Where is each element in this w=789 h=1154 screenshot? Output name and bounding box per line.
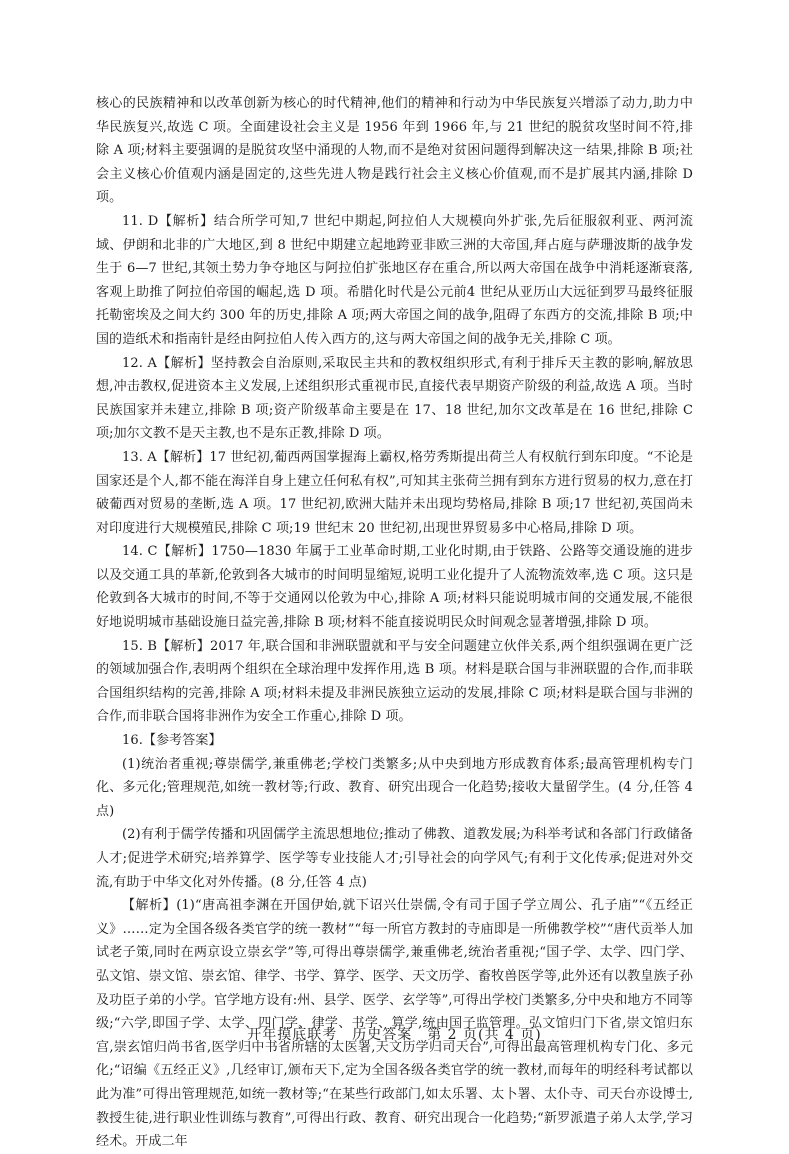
paragraph-q16-answer-2: (2)有利于儒学传播和巩固儒学主流思想地位;推动了佛教、道教发展;为科举考试和各部门行政储备人才;促进学术研究;培养算学、医学等专业技能人才;引导社会的向学风气;有利于文化传承;促进对外交流,有助于中华文化对外传播。(8 分,任答 4 点) xyxy=(96,827,693,890)
paragraph-q13: 13. A【解析】17 世纪初,葡西两国掌握海上霸权,格劳秀斯提出荷兰人有权航行到东印度。“不论是国家还是个人,都不能在海洋自身上建立任何私有权”,可知其主张荷兰拥有到东方进行贸易的权力,意在打破葡西对贸易的垄断,选 A 项。17 世纪初,欧洲大陆并未出现均势格局,排除 B 项;17 世纪初,英国尚未对印度进行大规模殖民,排除 C 项;19 世纪末 20 世纪初,出现世界贸易多中心格局,排除 D 项。 xyxy=(96,449,693,536)
paragraph-q11: 11. D【解析】结合所学可知,7 世纪中期起,阿拉伯人大规模向外扩张,先后征服叙利亚、两河流域、伊朗和北非的广大地区,到 8 世纪中期建立起地跨亚非欧三洲的大帝国,拜占庭与萨珊波斯的战争发生于 6—7 世纪,其领土势力争夺地区与阿拉伯扩张地区存在重合,所以两大帝国在战争中消耗逐渐衰落,客观上助推了阿拉伯帝国的崛起,选 D 项。希腊化时代是公元前4 世纪从亚历山大远征到罗马最终征服托勒密埃及之间大约 300 年的历史,排除 A 项;两大帝国之间的战争,阻碍了东西方的交流,排除 B 项;中国的造纸术和指南针是经由阿拉伯人传入西方的,这与两大帝国之间的战争无关,排除 C 项。 xyxy=(96,213,693,347)
paragraph-10-continued: 核心的民族精神和以改革创新为核心的时代精神,他们的精神和行动为中华民族复兴增添了动力,助力中华民族复兴,故选 C 项。全面建设社会主义是 1956 年到 1966 年,与 21 世纪的脱贫攻坚时间不符,排除 A 项;材料主要强调的是脱贫攻坚中涌现的人物,而不是绝对贫困问题得到解决这一结果,排除 B 项;社会主义核心价值观内涵是固定的,这些先进人物是践行社会主义核心价值观,而不是扩展其内涵,排除 D 项。 xyxy=(96,96,693,206)
answer-content xyxy=(96,92,693,1154)
paragraph-q16-heading: 16.【参考答案】 xyxy=(122,733,222,749)
paragraph-q12: 12. A【解析】坚持教会自治原则,采取民主共和的教权组织形式,有利于排斥天主教的影响,解放思想,冲击教权,促进资本主义发展,上述组织形式重视市民,直接代表早期资产阶级的利益,故选 A 项。当时民族国家并未建立,排除 B 项;资产阶级革命主要是在 17、18 世纪,加尔文改革是在 16 世纪,排除 C 项;加尔文教不是天主教,也不是东正教,排除 D 项。 xyxy=(96,355,693,442)
page-footer: 开年摸底联考 历史答案 第 2 页(共 4 页) xyxy=(247,1027,542,1043)
paragraph-q14: 14. C【解析】1750—1830 年属于工业革命时期,工业化时期,由于铁路、公路等交通设施的进步以及交通工具的革新,伦敦到各大城市的时间明显缩短,说明工业化提升了人流物流效率,选 C 项。这只是伦敦到各大城市的时间,不等于交通网以伦敦为中心,排除 A 项;材料只能说明城市间的交通发展,不能很好地说明城市基础设施日益完善,排除 B 项;材料不能直接说明民众时间观念显著增强,排除 D 项。 xyxy=(96,544,693,631)
paragraph-q16-answer-1: (1)统治者重视;尊崇儒学,兼重佛老;学校门类繁多;从中央到地方形成教育体系;最高管理机构专门化、多元化;管理规范,如统一教材等;行政、教育、研究出现合一化趋势;接收大量留学生。(4 分,任答 4 点) xyxy=(96,756,693,819)
paragraph-q15: 15. B【解析】2017 年,联合国和非洲联盟就和平与安全问题建立伙伴关系,两个组织强调在更广泛的领域加强合作,表明两个组织在全球治理中发挥作用,选 B 项。材料是联合国与非洲联盟的合作,而非联合国组织结构的完善,排除 A 项;材料未提及非洲民族独立运动的发展,排除 C 项;材料是联合国与非洲的合作,而非联合国将非洲作为安全工作重心,排除 D 项。 xyxy=(96,638,693,725)
paragraph-q16-analysis: 【解析】(1)“唐高祖李渊在开国伊始,就下诏兴仕崇儒,令有司于国子学立周公、孔子庙”“《五经正义》……定为全国各级各类官学的统一教材”“每一所官方教封的寺庙即是一所佛教学校”“唐代贡举人加试老子策,同时在两京设立崇玄学”等,可得出尊崇儒学,兼重佛老,统治者重视;“国子学、太学、四门学、弘文馆、崇文馆、崇玄馆、律学、书学、算学、医学、天文历学、畜牧兽医学等,此外还有以教皇族子孙及功臣子弟的小学。官学地方设有:州、县学、医学、玄学等”,可得出学校门类繁多,分中央和地方不同等级;“六学,即国子学、太学、四门学、律学、书学、算学,统由国子监管理。弘文馆归门下省,崇文馆归东宫,崇玄馆归尚书省,医学归中书省所辖的太医署,天文历学归司天台”,可得出最高管理机构专门化、多元化;“诏编《五经正义》,几经审订,颁布天下,定为全国各级各类官学的统一教材,而每年的明经科考试都以此为准”可得出管理规范,如统一教材等;“在某些行政部门,如太乐署、太卜署、太仆寺、司天台亦设博士,教授生徒,进行职业性训练与教育”,可得出行政、教育、研究出现合一化趋势;“新罗派遣子弟人太学,学习经术。开成二年 xyxy=(96,898,693,1150)
